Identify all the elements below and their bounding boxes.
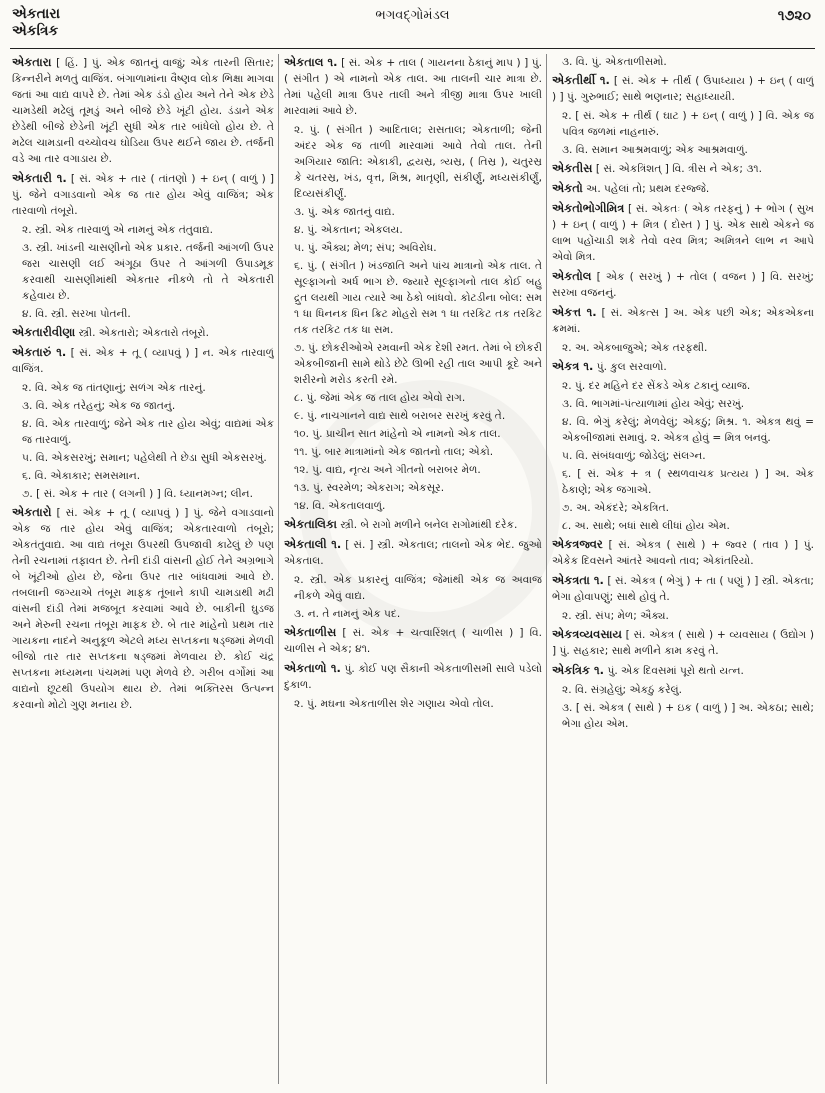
column-divider xyxy=(278,54,279,1084)
headword: એકતાલ ૧. xyxy=(284,55,338,69)
headword: એકત્ર ૧. xyxy=(552,359,594,373)
definition-text: સ્ત્રી. એકતારો; એકતારો તંબૂરો. xyxy=(78,327,209,339)
entry-sense xyxy=(552,108,814,140)
entry-sense xyxy=(12,468,274,484)
dictionary-entry xyxy=(552,180,814,197)
entry-sense xyxy=(284,204,542,220)
definition-text: ૪. વિ. ભેગું કરેલું; મેળવેલું; એકઠું; મિશ્ર. ૧. એકત્ર થવું = એકબીજામાં સમાવું. ૨. એકત્ર હોવું = મિત્ર બનવું. xyxy=(562,416,814,444)
entry-sense xyxy=(284,426,542,442)
definition-text: ૪. વિ. એક તારવાળું; જેને એક તાર હોય એવું; વાદ્યમાં એક જ તારવાળું. xyxy=(22,418,274,446)
definition-text: ૭. [ સં. એક + તાર ( લગની ) ] વિ. ધ્યાનમગ્ન; લીન. xyxy=(22,488,253,500)
definition-text: ૧૦. પું. પ્રાચીન સાત માંહેનો એ નામનો એક તાલ. xyxy=(294,428,501,440)
entry-sense xyxy=(284,572,542,604)
headword: એકતીર્થી ૧. xyxy=(552,73,610,87)
entry-sense xyxy=(12,398,274,414)
definition-text: [ હિં. ] પું. એક જાતનું વાજું; એક તારની સિતાર; કિન્નરીને મળતું વાજિંત્ર. બંગાળામાંના વૈષ્ણવ લોક ભિક્ષા માગવા જતાં આ વાદ્ય વાપરે છે. તેમાં એક ડંડો હોય અને તેને એક છેડે ચામડેથી મઢેલું તૂમડું અને બીજે છેડે ખૂંટી હોય. ડંડાને એક છેડેથી બીજે છેડેની ખૂંટી સુધી એક તાર બાંધેલો હોય છે. તે મઢેલ ચામડાની વચ્ચોવચ ઘોડિયા ઉપર થઈને જાય છે. તર્જની વડે આ તાર વગાડાય છે. xyxy=(12,57,274,165)
definition-text: [ એક ( સરખું ) + તોલ ( વજન ) ] વિ. સરખું; સરખા વજનનું. xyxy=(552,271,814,299)
definition-text: [ સં. એક + તૂ ( વ્યાપવું ) ] પું. જેને વગાડવાનો એક જ તાર હોય એવું વાજિંત્ર; એકતારવાળો તંબૂરો; એકતંતુવાદ્ય. આ વાદ્ય તંબૂરા ઉપરથી ઉપજાવી કાઢેલું છે પણ તેની રચનામાં તફાવત છે. તેની દાંડી વાંસની હોઈ તેને અગ્રભાગે બે ખૂંટીઓ હોય છે, જેના ઉપર તાર બાંધવામાં આવે છે. તબલાની જગ્યાએ તંબૂરા માફક તૂંબાને કાપી ચામડાથી મઢી વાંસની દાંડી તેમાં મજબૂત કરવામાં આવે છે. બાકીની ઘુડજ અને મેરુની રચના તંબૂરા માફક છે. બે તાર માંહેનો પ્રથમ તાર ગાયકના નાદને અનુકૂળ એટલે મધ્ય સપ્તકના ષડ્જમાં મેળવી બીજો તાર તાર સપ્તકના ષડ્જમાં મેળવાય છે. કોઈ ચંદ્ર સપ્તકના મધ્યમના પંચમમાં પણ મેળવે છે. ગરીબ વર્ગોમાં આ વાદ્યનો છૂટથી ઉપયોગ થાય છે. તેમાં ભક્તિરસ ઉત્પન્ન કરવાનો મોટો ગુણ મનાય છે. xyxy=(12,507,274,711)
dictionary-entry xyxy=(284,516,542,533)
entry-sense xyxy=(284,222,542,238)
headword: એકતાળો ૧. xyxy=(284,661,341,675)
definition-text: [ સં. એક + તીર્થ ( ઉપાધ્યાય ) + ઇન્ ( વાળું ) ] પું. ગુરુભાઈ; સાથે ભણનાર; સહાધ્યાયી. xyxy=(552,75,814,103)
entry-sense xyxy=(284,462,542,478)
headword: એકત્રજ્વર xyxy=(552,537,603,551)
definition-text: ૨. સ્ત્રી. એક પ્રકારનું વાજિંત્ર; જેમાંથી એક જ અવાજ નીકળે એવું વાદ્ય. xyxy=(294,574,542,602)
definition-text: ૬. વિ. એકાકાર; સમસમાન. xyxy=(22,470,141,482)
definition-text: પું. કોઈ પણ સૈકાની એકતાળીસમી સાલે પડેલો દુકાળ. xyxy=(284,663,542,691)
dictionary-entry xyxy=(12,324,274,341)
definition-text: ૨. સ્ત્રી. એક તારવાળું એ નામનું એક તંતુવાદ્ય. xyxy=(22,224,214,236)
definition-text: [ સં. એક + તાર ( તાંતણો ) + ઇન્ ( વાળું ) ] પું. જેને વગાડવાનો એક જ તાર હોય એવું વાજિંત્ર; એક તારવાળો તંબૂરો. xyxy=(12,173,274,217)
definition-text: ૭. પું. છોકરીઓએ રમવાની એક દેશી રમત. તેમાં બે છોકરી એકબીજાની સામે થોડે છેટે ઊભી રહી તાલ આપી કૂદે અને શરીરનો મરોડ કરતી રમે. xyxy=(294,342,542,386)
entry-sense xyxy=(12,486,274,502)
entry-sense xyxy=(284,498,542,514)
headword: એકતીસ xyxy=(552,161,593,175)
headword: એકતારા xyxy=(12,55,52,69)
dictionary-entry xyxy=(552,72,814,105)
definition-text: ૫. વિ. એકસરખું; સમાન; પહેલેથી તે છેડા સુધી એકસરખું. xyxy=(22,452,267,464)
book-title: ભગવદ્ગોમંડલ xyxy=(375,8,450,23)
entry-sense xyxy=(284,240,542,256)
definition-text: [ સં. એકત્રિંશત્ ] વિ. ત્રીસ ને એક; ૩૧. xyxy=(595,163,762,175)
definition-text: ૩. વિ. એક તરેહનું; એક જ જાતનું. xyxy=(22,400,176,412)
headword: એકતોલ xyxy=(552,269,592,283)
entry-sense xyxy=(284,606,542,622)
entry-sense xyxy=(552,54,814,70)
dictionary-entry xyxy=(552,572,814,605)
dictionary-entry xyxy=(552,358,814,375)
headword: એકત્ત ૧. xyxy=(552,305,597,319)
definition-text: [ સં. એક + ચત્વારિંશત્ ( ચાળીસ ) ] વિ. ચાળીસ ને એક; ૪૧. xyxy=(284,627,542,655)
dictionary-entry xyxy=(552,304,814,337)
definition-text: પું. કુલ સરવાળો. xyxy=(596,361,667,373)
definition-text: ૩. વિ. ભાગમાં-પંત્યાળામાં હોય એવું; સરખું. xyxy=(562,398,745,410)
definition-text: ૬. પું. ( સંગીત ) ખંડજાતિ અને પાંચ માત્રાનો એક તાલ. તે સૂલ્ફાગનો અર્ધ ભાગ છે. જ્યારે સૂલ્ફાગનો તાલ કોઈ બહુ દ્રુત લયથી ગાય ત્યારે આ ઠેકો બાંધવો. કોટડીના બોલ: સમ ૧ ધા ધિનનક ધિન ક્રિટ મોહરો સમ ૧ ધા તરકિટ તક તરકિટ તક તરકિટ તક ધા સમ. xyxy=(294,260,542,336)
definition-text: ૩. [ સં. એકત્ર ( સાથે ) + ઇક ( વાળું ) ] અ. એકઠા; સાથે; ભેગા હોય એમ. xyxy=(562,702,814,730)
entry-sense xyxy=(284,340,542,388)
definition-text: [ સં. ] સ્ત્રી. એકતાલ; તાલનો એક ભેદ. જુઓ એકતાલ. xyxy=(284,539,542,567)
dictionary-entry xyxy=(284,54,542,119)
dictionary-entry xyxy=(284,624,542,657)
entry-sense xyxy=(552,340,814,356)
dictionary-entry xyxy=(552,160,814,177)
definition-text: ૧૧. પું. બાર માત્રામાંનો એક જાતનો તાલ; એકો. xyxy=(294,446,494,458)
headword: એકતાળીસ xyxy=(284,625,337,639)
definition-text: ૩. ન. તે નામનું એક પદ. xyxy=(294,608,401,620)
column-1 xyxy=(12,54,274,1086)
dictionary-entry xyxy=(12,54,274,167)
entry-sense xyxy=(284,696,542,712)
entry-sense xyxy=(552,414,814,446)
dictionary-entry xyxy=(284,536,542,569)
definition-text: ૨. [ સં. એક + તીર્થ ( ઘાટ ) + ઇન્ ( વાળું ) ] વિ. એક જ પવિત્ર જળમાં નાહનારું. xyxy=(562,110,814,138)
dictionary-entry xyxy=(12,504,274,713)
entry-sense xyxy=(552,466,814,498)
entry-sense xyxy=(552,700,814,732)
entry-sense xyxy=(284,122,542,202)
definition-text: ૨. પું. દર મહિને દર સેંકડે એક ટકાનું વ્યાજ. xyxy=(562,380,751,392)
headword: એકતારો xyxy=(12,505,52,519)
definition-text: [ સં. એકત્સ ] અ. એક પછી એક; એકએકના ક્રમમાં. xyxy=(552,307,814,335)
definition-text: [ સં. એક + તૂ ( વ્યાપવું ) ] ન. એક તારવાળું વાજિંત્ર. xyxy=(12,347,274,375)
column-3 xyxy=(552,54,814,1086)
headword: એકતાલિકા xyxy=(284,517,337,531)
definition-text: ૮. અ. સાથે; બધાં સાથે લીધાં હોય એમ. xyxy=(562,520,730,532)
guide-word-last: એકત્રિક xyxy=(12,23,59,39)
entry-sense xyxy=(552,396,814,412)
definition-text: ૪. પું. એકતાન; એકલય. xyxy=(294,224,403,236)
definition-text: ૨. વિ. એક જ તાંતણાનું; સળંગ એક તારનું. xyxy=(22,382,206,394)
entry-sense xyxy=(552,518,814,534)
definition-text: [ સં. એકત્ર ( સાથે ) + જ્વર ( તાવ ) ] પું. એકેક દિવસને આંતરે આવનો તાવ; એકાંતરિયો. xyxy=(552,539,814,567)
definition-text: ૨. સ્ત્રી. સંપ; મેળ; ઐક્ય. xyxy=(562,610,669,622)
definition-text: ૩. વિ. પું. એકતાળીસમો. xyxy=(562,56,667,68)
entry-sense xyxy=(552,608,814,624)
definition-text: ૨. વિ. સંગ્રહેલું; એકઠું કરેલું. xyxy=(562,684,682,696)
definition-text: ૨. અ. એકબાજુએ; એક તરફથી. xyxy=(562,342,708,354)
entry-sense xyxy=(552,142,814,158)
definition-text: ૧૪. વિ. એકતાલવાળું. xyxy=(294,500,386,512)
definition-text: ૪. વિ. સ્ત્રી. સરખા પોતની. xyxy=(22,308,131,320)
headword: એકત્રિક ૧. xyxy=(552,663,605,677)
dictionary-entry xyxy=(284,660,542,693)
header-rule xyxy=(10,48,815,49)
entry-sense xyxy=(12,380,274,396)
entry-sense xyxy=(552,378,814,394)
headword: એકતારીવીણા xyxy=(12,325,76,339)
definition-text: ૩. પું. એક જાતનું વાદ્ય. xyxy=(294,206,395,218)
entry-sense xyxy=(12,306,274,322)
definition-text: ૫. વિ. સંબંધવાળું; જોડેલું; સંલગ્ન. xyxy=(562,450,706,462)
definition-text: ૭. અ. એકંદરે; એકત્રિત. xyxy=(562,502,669,514)
entry-sense xyxy=(12,222,274,238)
headword: એકતારી ૧. xyxy=(12,171,67,185)
dictionary-entry xyxy=(552,662,814,679)
headword: એકતો xyxy=(552,181,583,195)
headword: એકત્રતા ૧. xyxy=(552,573,604,587)
definition-text: [ સં. એક + તાલ ( ગાયનના ઠેકાનું માપ ) ] પું. ( સંગીત ) એ નામનો એક તાલ. આ તાલની ચાર માત્રા છે. તેમાં પહેલી માત્રા ઉપર તાલી અને ત્રીજી માત્રા ઉપર ખાલી મારવામાં આવે છે. xyxy=(284,57,542,117)
definition-text: ૧૨. પું. વાદ્ય, નૃત્ય અને ગીતનો બરાબર મેળ. xyxy=(294,464,481,476)
headword: એકતાલી ૧. xyxy=(284,537,342,551)
dictionary-entry xyxy=(552,268,814,301)
column-divider xyxy=(546,54,547,1084)
dictionary-entry xyxy=(552,536,814,569)
definition-text: ૩. સ્ત્રી. ખાંડની ચાસણીનો એક પ્રકાર. તર્જની આંગળી ઉપર જરા ચાસણી લઈ અંગૂઠા ઉપર તે આંગળી ઉપાડમૂક કરવાથી ચાસણીમાંથી એકતાર નીકળે તો તે એકતારી કહેવાય છે. xyxy=(22,242,274,302)
definition-text: [ સં. એકત્ર ( ભેગું ) + તા ( પણું ) ] સ્ત્રી. એકતા; ભેગા હોવાપણું; સાથે હોવું તે. xyxy=(552,575,814,603)
entry-sense xyxy=(284,258,542,338)
dictionary-entry xyxy=(12,344,274,377)
entry-sense xyxy=(284,390,542,406)
entry-sense xyxy=(12,450,274,466)
definition-text: [ સં. એકતઃ ( એક તરફનું ) + ભોગ ( સુખ ) + ઇન્ ( વાળું ) + મિત્ર ( દોસ્ત ) ] પું. એક સાથે એકને જ લાભ પહોંચાડી શકે તેવો વરવ મિત્ર; અમિત્રને લાભ ન આપે એવો મિત્ર. xyxy=(552,203,814,263)
definition-text: ૩. વિ. સમાન આશ્રમવાળું; એક આશ્રમવાળું. xyxy=(562,144,748,156)
definition-text: ૨. પું. મઘના એકતાળીસ શેર ગણાય એવો તોલ. xyxy=(294,698,494,710)
definition-text: અ. પહેલાં તો; પ્રથમ દરજ્જે. xyxy=(586,183,710,195)
definition-text: સ્ત્રી. બે રાગો મળીને બનેલ રાગોમાંથી દરેક. xyxy=(340,519,518,531)
entry-sense xyxy=(284,408,542,424)
definition-text: ૫. પું. ઐક્ય; મેળ; સંપ; અવિરોધ. xyxy=(294,242,437,254)
entry-sense xyxy=(552,500,814,516)
headword: એકતારું ૧. xyxy=(12,345,67,359)
headword: એકતોભોગીમિત્ર xyxy=(552,201,625,215)
definition-text: ૮. પું. જેમાં એક જ તાલ હોય એવો રાગ. xyxy=(294,392,466,404)
definition-text: ૧૩. પું. સ્વરમેળ; એકરાગ; એકસૂર. xyxy=(294,482,445,494)
definition-text: ૯. પું. નાચગાનને વાદ્ય સાથે બરાબર સરખું કરવું તે. xyxy=(294,410,506,422)
guide-word-first: એકતારા xyxy=(12,6,61,22)
definition-text: પું. એક દિવસમાં પૂરો થતો યત્ન. xyxy=(607,665,744,677)
dictionary-entry xyxy=(12,170,274,219)
entry-sense xyxy=(12,240,274,304)
entry-sense xyxy=(552,448,814,464)
headword: એકત્રવ્યવસાય xyxy=(552,627,622,641)
entry-sense xyxy=(284,480,542,496)
dictionary-entry xyxy=(552,200,814,265)
column-2 xyxy=(284,54,542,1086)
entry-sense xyxy=(284,444,542,460)
entry-sense xyxy=(12,416,274,448)
dictionary-entry xyxy=(552,626,814,659)
page-number: ૧૭૨૦ xyxy=(777,8,811,24)
definition-text: ૬. [ સં. એક + ત્ર ( સ્થળવાચક પ્રત્યય ) ] અ. એક ઠેકાણે; એક જગાએ. xyxy=(562,468,814,496)
definition-text: [ સં. એકત્ર ( સાથે ) + વ્યવસાય ( ઉદ્યોગ ) ] પું. સહકાર; સાથે મળીને કામ કરવું તે. xyxy=(552,629,814,657)
entry-sense xyxy=(552,682,814,698)
definition-text: ૨. પું. ( સંગીત ) આદિતાલ; રાસતાલ; એકતાળી; જેની અંદર એક જ તાળી મારવામાં આવે તેવો તાલ. તેની અગિયાર જાતિ: એકાકી, દ્વયસ્ર, ત્ર્યસ્ર, ( તિસ્ર ), ચતુરસ્ર કે ચતરસ્ર, ખંડ, વૃત્ત, મિશ્ર, માતૃણી, સંકીર્ણું, મધ્યસંકીર્ણું, દિવ્યસંકીર્ણું. xyxy=(294,124,542,200)
